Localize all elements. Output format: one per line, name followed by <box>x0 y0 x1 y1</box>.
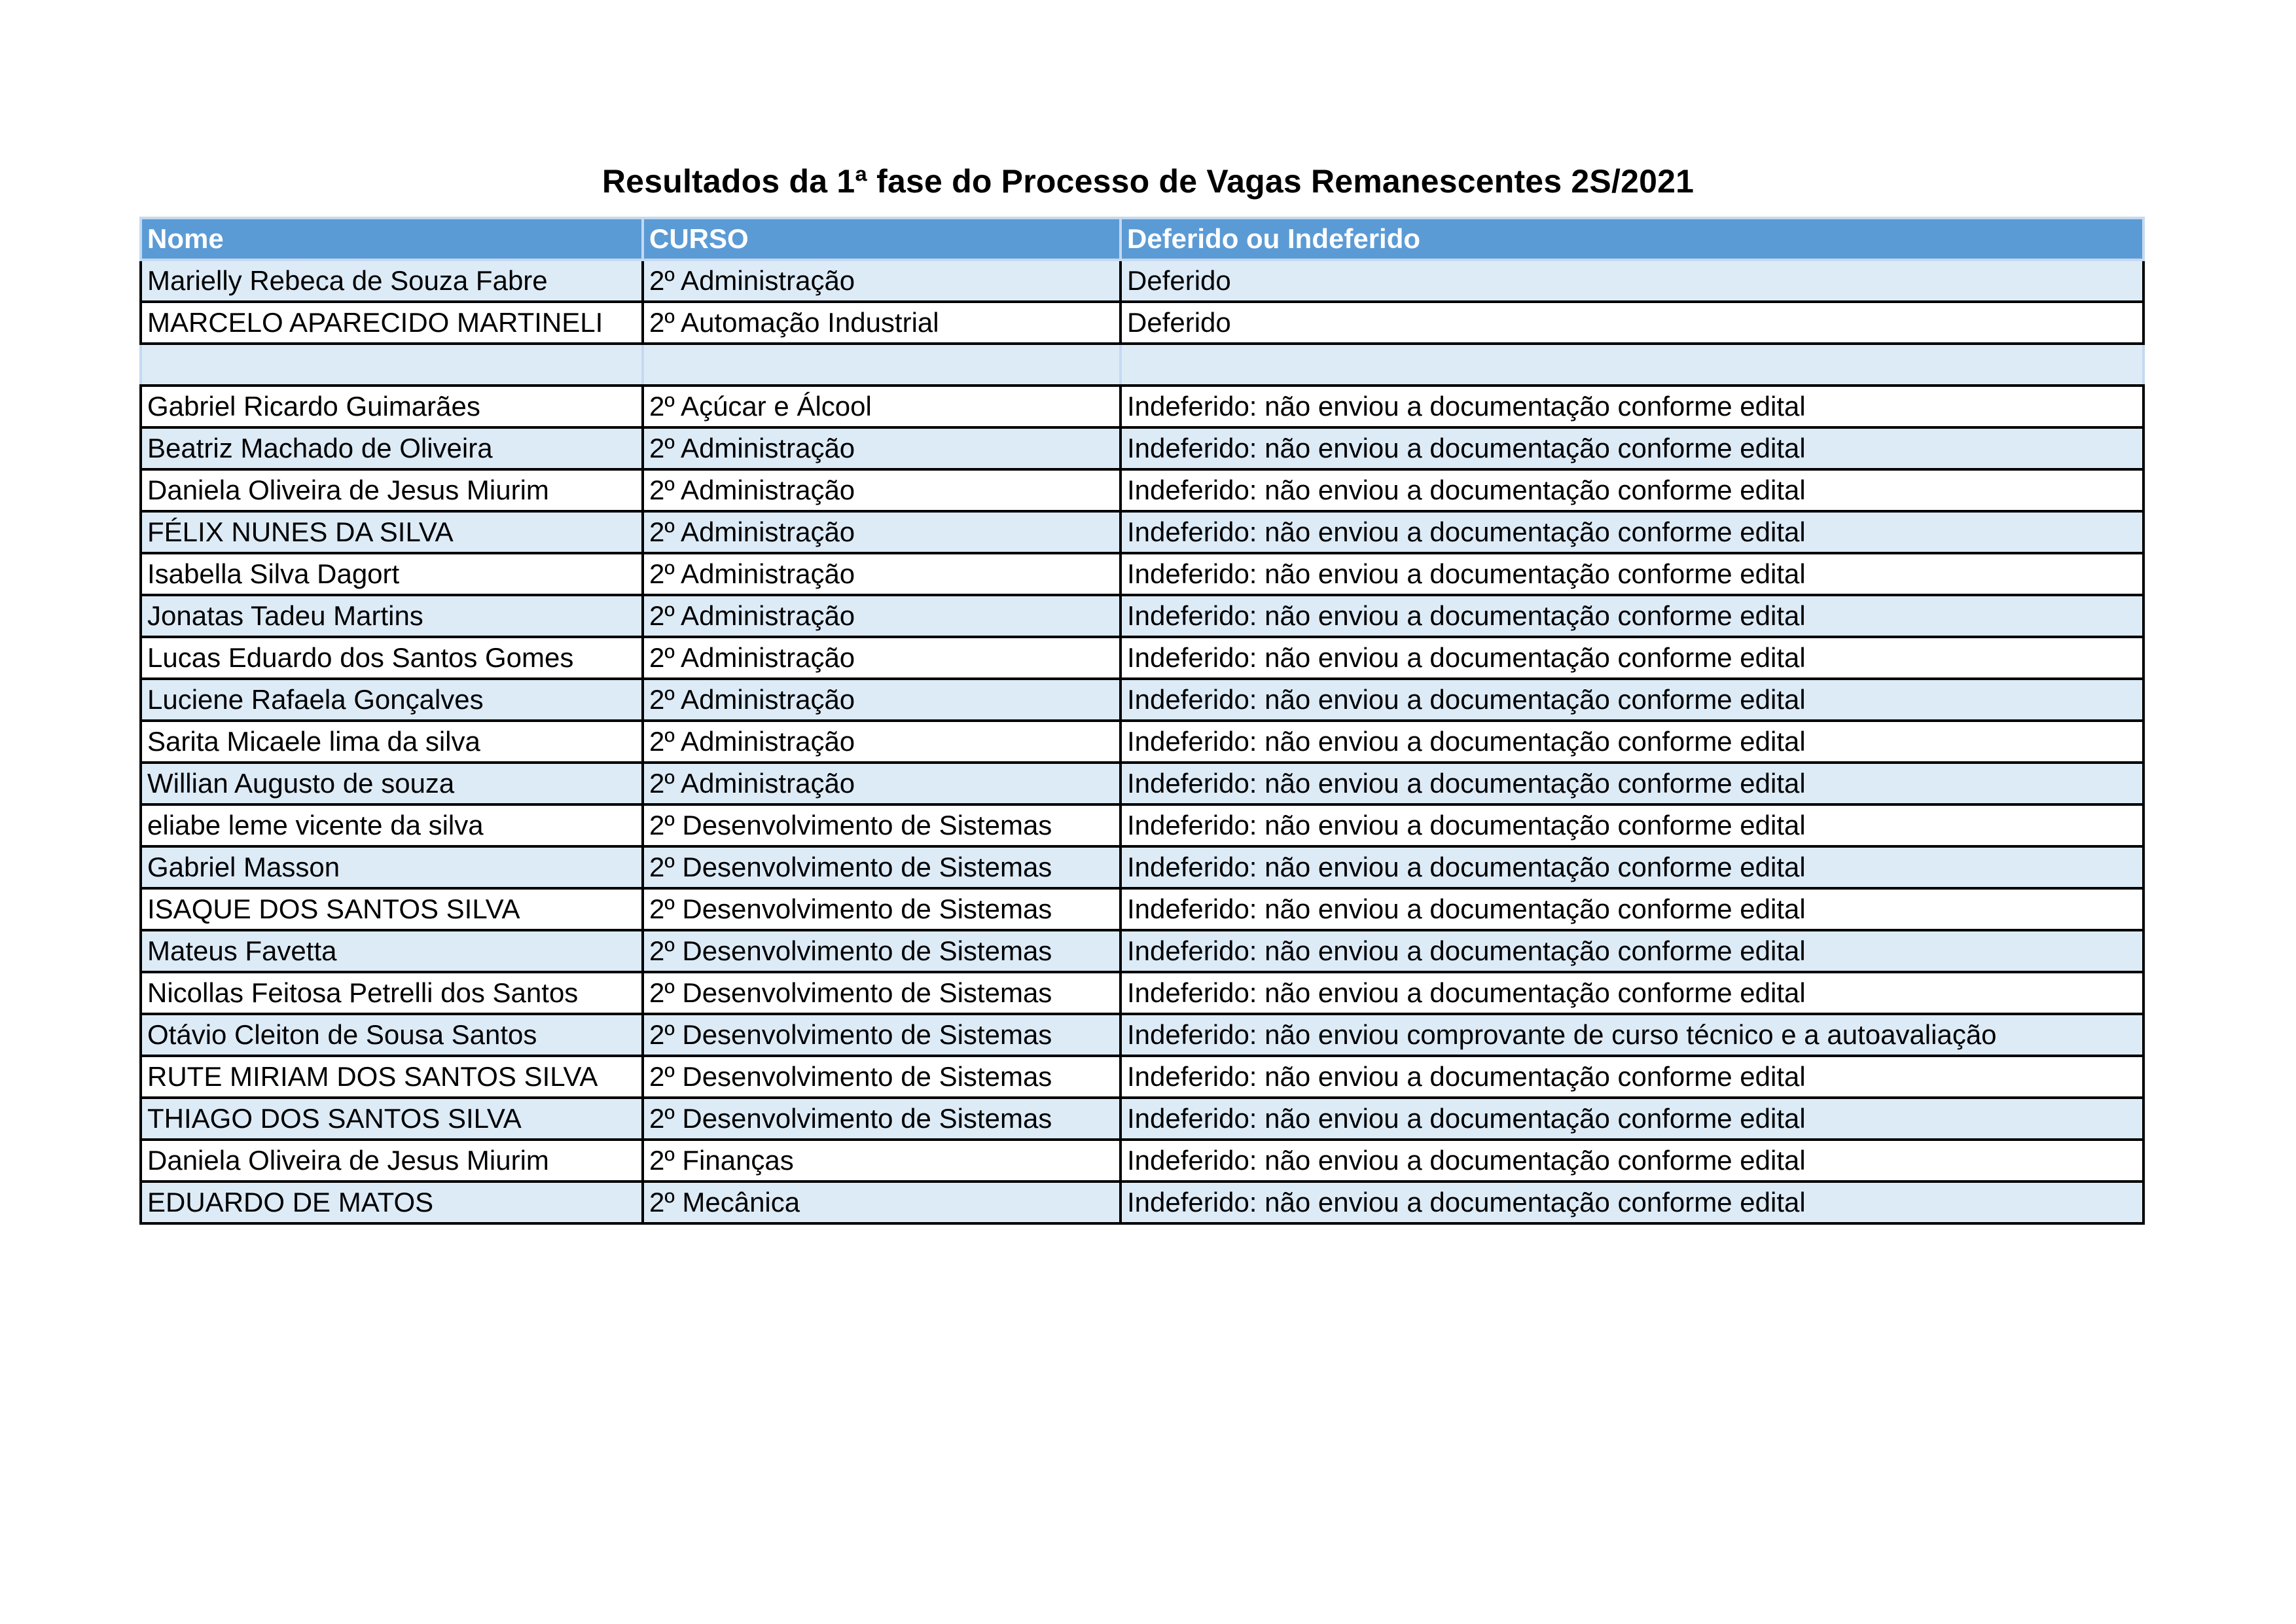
cell-status: Indeferido: não enviou a documentação conforme edital <box>1121 1182 2144 1223</box>
table-row <box>141 427 2144 469</box>
cell-nome: ISAQUE DOS SANTOS SILVA <box>141 888 643 930</box>
cell-nome: Lucas Eduardo dos Santos Gomes <box>141 637 643 679</box>
cell-status: Indeferido: não enviou a documentação conforme edital <box>1121 469 2144 511</box>
cell-nome: Mateus Favetta <box>141 930 643 972</box>
table-row <box>141 302 2144 344</box>
cell-nome: Gabriel Masson <box>141 846 643 888</box>
table-row <box>141 679 2144 721</box>
cell-status: Indeferido: não enviou a documentação conforme edital <box>1121 1056 2144 1098</box>
table-row <box>141 1140 2144 1182</box>
cell-status: Indeferido: não enviou a documentação conforme edital <box>1121 595 2144 637</box>
table-row <box>141 469 2144 511</box>
results-table <box>139 217 2145 1225</box>
table-row <box>141 637 2144 679</box>
cell-nome: Luciene Rafaela Gonçalves <box>141 679 643 721</box>
table-row <box>141 972 2144 1014</box>
cell-curso: 2º Desenvolvimento de Sistemas <box>643 1056 1121 1098</box>
cell-nome: MARCELO APARECIDO MARTINELI <box>141 302 643 344</box>
table-row <box>141 888 2144 930</box>
cell-status: Deferido <box>1121 260 2144 302</box>
cell-nome: Marielly Rebeca de Souza Fabre <box>141 260 643 302</box>
table-row <box>141 1014 2144 1056</box>
cell-nome: FÉLIX NUNES DA SILVA <box>141 511 643 553</box>
header-row <box>141 218 2144 260</box>
cell-status: Indeferido: não enviou a documentação conforme edital <box>1121 721 2144 763</box>
cell-curso: 2º Automação Industrial <box>643 302 1121 344</box>
cell-nome: Jonatas Tadeu Martins <box>141 595 643 637</box>
cell-curso: 2º Desenvolvimento de Sistemas <box>643 972 1121 1014</box>
cell-status: Indeferido: não enviou a documentação conforme edital <box>1121 888 2144 930</box>
cell-nome: Isabella Silva Dagort <box>141 553 643 595</box>
column-header-curso: CURSO <box>643 218 1121 260</box>
cell-status: Indeferido: não enviou a documentação conforme edital <box>1121 930 2144 972</box>
table-row <box>141 511 2144 553</box>
cell-status: Indeferido: não enviou a documentação conforme edital <box>1121 637 2144 679</box>
cell-curso: 2º Administração <box>643 763 1121 804</box>
cell-curso: 2º Administração <box>643 553 1121 595</box>
cell-status: Indeferido: não enviou comprovante de curso técnico e a autoavaliação <box>1121 1014 2144 1056</box>
cell-nome <box>141 344 643 386</box>
cell-nome: Otávio Cleiton de Sousa Santos <box>141 1014 643 1056</box>
cell-curso: 2º Administração <box>643 721 1121 763</box>
cell-nome: Nicollas Feitosa Petrelli dos Santos <box>141 972 643 1014</box>
cell-curso: 2º Desenvolvimento de Sistemas <box>643 846 1121 888</box>
table-row <box>141 804 2144 846</box>
cell-nome: Gabriel Ricardo Guimarães <box>141 386 643 427</box>
table-row <box>141 260 2144 302</box>
cell-status: Indeferido: não enviou a documentação conforme edital <box>1121 511 2144 553</box>
table-row <box>141 763 2144 804</box>
cell-curso: 2º Desenvolvimento de Sistemas <box>643 804 1121 846</box>
table-row <box>141 1056 2144 1098</box>
cell-curso: 2º Administração <box>643 427 1121 469</box>
cell-curso: 2º Mecânica <box>643 1182 1121 1223</box>
cell-status: Indeferido: não enviou a documentação conforme edital <box>1121 553 2144 595</box>
table-row <box>141 1098 2144 1140</box>
table-row-empty <box>141 344 2144 386</box>
cell-nome: Sarita Micaele lima da silva <box>141 721 643 763</box>
table-row <box>141 595 2144 637</box>
cell-status: Indeferido: não enviou a documentação conforme edital <box>1121 763 2144 804</box>
cell-nome: EDUARDO DE MATOS <box>141 1182 643 1223</box>
cell-status: Indeferido: não enviou a documentação conforme edital <box>1121 427 2144 469</box>
cell-nome: THIAGO DOS SANTOS SILVA <box>141 1098 643 1140</box>
cell-status: Indeferido: não enviou a documentação conforme edital <box>1121 972 2144 1014</box>
cell-curso <box>643 344 1121 386</box>
cell-curso: 2º Desenvolvimento de Sistemas <box>643 888 1121 930</box>
cell-curso: 2º Finanças <box>643 1140 1121 1182</box>
cell-status: Deferido <box>1121 302 2144 344</box>
cell-nome: eliabe leme vicente da silva <box>141 804 643 846</box>
cell-curso: 2º Administração <box>643 637 1121 679</box>
cell-status: Indeferido: não enviou a documentação conforme edital <box>1121 1098 2144 1140</box>
cell-curso: 2º Desenvolvimento de Sistemas <box>643 930 1121 972</box>
table-row <box>141 721 2144 763</box>
cell-status: Indeferido: não enviou a documentação conforme edital <box>1121 679 2144 721</box>
cell-status <box>1121 344 2144 386</box>
table-header <box>141 218 2144 260</box>
cell-status: Indeferido: não enviou a documentação conforme edital <box>1121 846 2144 888</box>
cell-curso: 2º Açúcar e Álcool <box>643 386 1121 427</box>
cell-curso: 2º Desenvolvimento de Sistemas <box>643 1014 1121 1056</box>
table-row <box>141 553 2144 595</box>
cell-status: Indeferido: não enviou a documentação conforme edital <box>1121 386 2144 427</box>
cell-nome: RUTE MIRIAM DOS SANTOS SILVA <box>141 1056 643 1098</box>
page-title: Resultados da 1ª fase do Processo de Vagas Remanescentes 2S/2021 <box>601 163 1695 200</box>
cell-nome: Daniela Oliveira de Jesus Miurim <box>141 1140 643 1182</box>
cell-curso: 2º Desenvolvimento de Sistemas <box>643 1098 1121 1140</box>
table-body <box>141 260 2144 1223</box>
table-row <box>141 1182 2144 1223</box>
cell-curso: 2º Administração <box>643 595 1121 637</box>
table-row <box>141 930 2144 972</box>
cell-curso: 2º Administração <box>643 469 1121 511</box>
cell-status: Indeferido: não enviou a documentação conforme edital <box>1121 804 2144 846</box>
cell-nome: Daniela Oliveira de Jesus Miurim <box>141 469 643 511</box>
cell-curso: 2º Administração <box>643 260 1121 302</box>
table-row <box>141 386 2144 427</box>
cell-status: Indeferido: não enviou a documentação conforme edital <box>1121 1140 2144 1182</box>
cell-curso: 2º Administração <box>643 511 1121 553</box>
column-header-nome: Nome <box>141 218 643 260</box>
cell-curso: 2º Administração <box>643 679 1121 721</box>
table-row <box>141 846 2144 888</box>
cell-nome: Beatriz Machado de Oliveira <box>141 427 643 469</box>
column-header-status: Deferido ou Indeferido <box>1121 218 2144 260</box>
cell-nome: Willian Augusto de souza <box>141 763 643 804</box>
